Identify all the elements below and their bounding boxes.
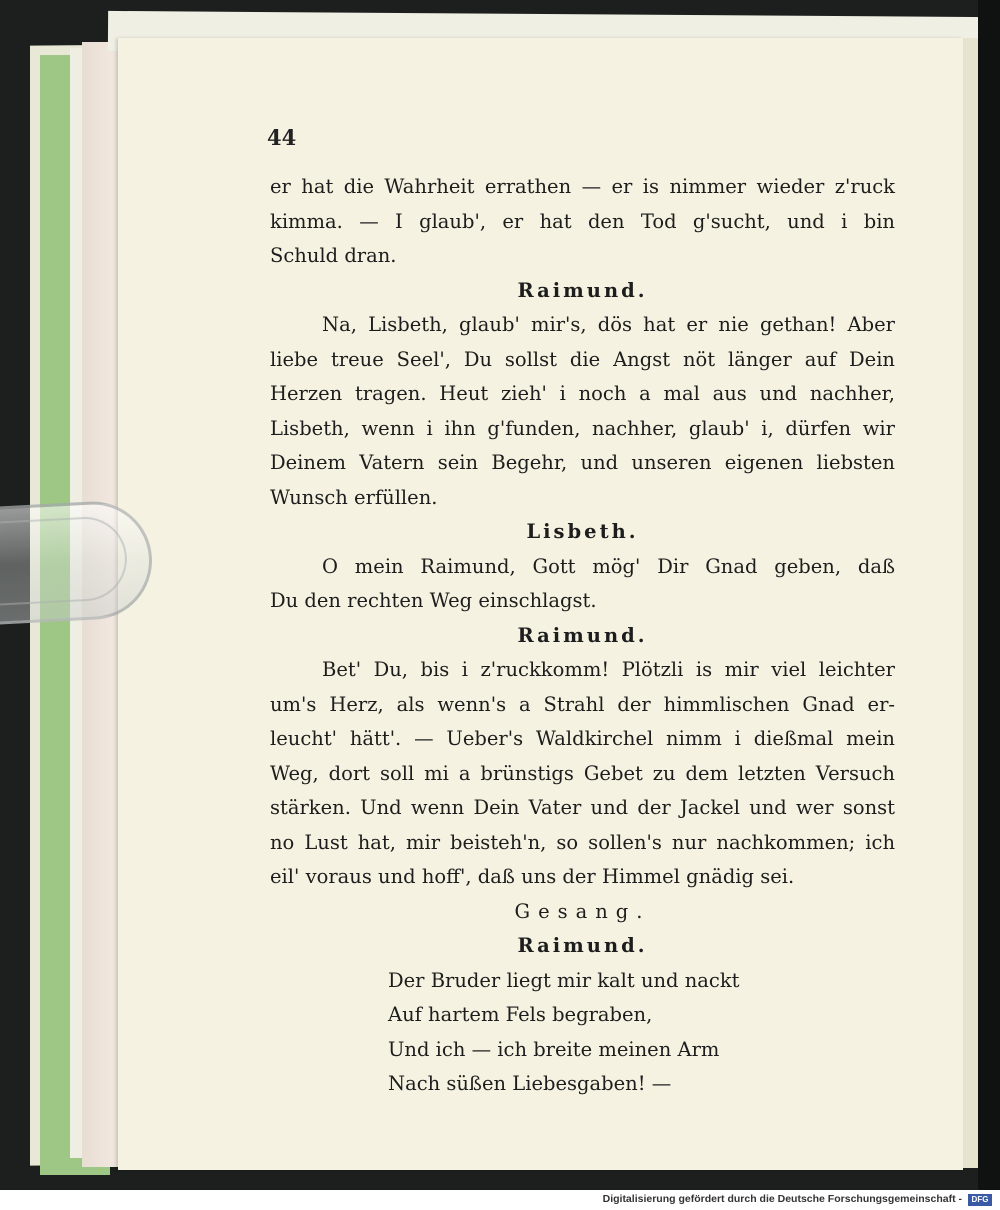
text-line: kimma. — I glaub', er hat den Tod g'sucht, und i bin [270, 209, 895, 233]
dfg-logo: DFG [968, 1194, 992, 1206]
text-line: Na, Lisbeth, glaub' mir's, dös hat er nie gethan! Aber [322, 313, 895, 336]
section-heading: Gesang. [514, 899, 651, 923]
text-line: Weg, dort soll mi a brünstigs Gebet zu dem letzten Versuch [270, 761, 895, 785]
clip-inner-edge [0, 515, 129, 606]
funding-credit: Digitalisierung gefördert durch die Deutsche Forschungsgemeinschaft - [602, 1193, 962, 1205]
scanner-edge [978, 0, 1000, 1190]
text-line: eil' voraus und hoff', daß uns der Himmel gnädig sei. [270, 865, 795, 888]
speaker-heading: Raimund. [517, 278, 648, 302]
text-line: O mein Raimund, Gott mög' Dir Gnad geben, daß [322, 554, 895, 578]
verse-line: Nach süßen Liebesgaben! — [388, 1072, 672, 1095]
speaker-heading: Lisbeth. [526, 520, 639, 543]
text-line: um's Herz, als wenn's a Strahl der himmlischen Gnad er- [270, 692, 895, 716]
page-number: 44 [267, 125, 297, 150]
speaker-heading: Raimund. [517, 934, 648, 957]
text-line: liebe treue Seel', Du sollst die Angst nöt länger auf Dein [270, 347, 895, 371]
speaker-heading: Raimund. [517, 623, 648, 647]
text-line: leucht' hätt'. — Ueber's Waldkirchel nimm i dießmal mein [270, 727, 895, 750]
text-line: Schuld dran. [270, 244, 397, 267]
text-line: Deinem Vatern sein Begehr, und unseren eigenen liebsten [270, 451, 895, 474]
text-line: Du den rechten Weg einschlagst. [270, 589, 597, 612]
text-line: Herzen tragen. Heut zieh' i noch a mal aus und nachher, [270, 382, 895, 405]
verse-line: Auf hartem Fels begraben, [388, 1003, 653, 1026]
text-line: er hat die Wahrheit errathen — er is nimmer wieder z'ruck [270, 175, 895, 198]
verse-line: Der Bruder liegt mir kalt und nackt [388, 968, 740, 992]
text-line: Wunsch erfüllen. [270, 485, 438, 509]
verse-line: Und ich — ich breite meinen Arm [388, 1037, 720, 1061]
text-line: stärken. Und wenn Dein Vater und der Jackel und wer sonst [270, 796, 895, 819]
text-line: Bet' Du, bis i z'ruckkomm! Plötzli is mir viel leichter [322, 658, 895, 681]
text-line: Lisbeth, wenn i ihn g'funden, nachher, glaub' i, dürfen wir [270, 416, 895, 440]
text-line: no Lust hat, mir beisteh'n, so sollen's nur nachkommen; ich [270, 830, 895, 854]
page-text [270, 170, 895, 1102]
